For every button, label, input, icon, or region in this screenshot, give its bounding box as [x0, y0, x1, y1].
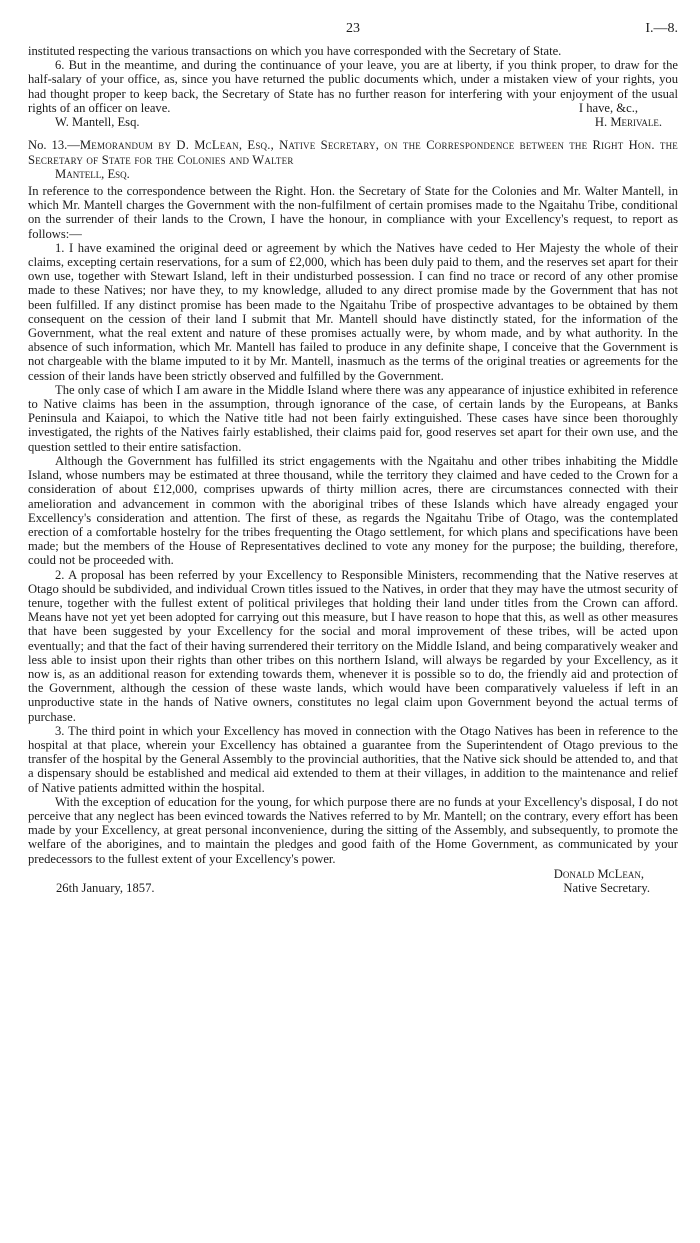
page-reference: I.—8. — [645, 21, 678, 36]
memo-title: Memorandum by D. McLean, Esq., Native Secretary, on the Correspondence between the Right Hon. the Secretary of State for the Colonies and Walter — [28, 138, 678, 167]
memo-heading — [28, 138, 678, 181]
paragraph-4: With the exception of education for the young, for which purpose there are no funds at your Excellency's disposal, I do not perceive that any neglect has been evinced towards the Natives referred to by Mr. Mantell; on the contrary, every effort has been made by your Excellency, at great personal inconvenience, during the sitting of the Assembly, and subsequently, to promote the welfare of the aborigines, and to maintain the pledges and good faith of the Home Government, as communicated by your predecessors to the fullest extent of your Excellency's power. — [28, 794, 678, 866]
paragraph-continued: instituted respecting the various transactions on which you have corresponded with the Secretary of State. — [28, 44, 562, 58]
letter-closing: I have, &c., — [578, 101, 638, 116]
memo-number: No. 13.— — [28, 138, 80, 153]
page-number: 23 — [346, 21, 360, 36]
paragraph-1c: Although the Government has fulfilled its strict engagements with the Ngaitahu and other tribes inhabiting the Middle Island, whose numbers may be estimated at three thousand, while the territory they claimed and have ceded to the Crown for a consideration of about £12,000, comprises upwards of thirty million acres, there are circumstances connected with their amelioration and advancement in common with the aboriginal tribes of these Islands which have already engaged your Excellency's consideration and attention. The first of these, as regards the Ngaitahu Tribe of Otago, was the contemplated erection of a comfortable hostelry for the tribes frequenting the Otago settlement, for which plans and specifications have been made; but the members of the House of Representatives declined to vote any money for the purpose; the building, therefore, could not be proceeded with. — [28, 453, 678, 568]
signature-block — [28, 867, 678, 897]
signature-name: Donald McLean, — [553, 866, 644, 881]
paragraph-1b: The only case of which I am aware in the Middle Island where there was any appearance of injustice exhibited in reference to Native claims has been in the assumption, through ignorance of the case, of certain lands by the Europeans, at Banks Peninsula and Kaiapoi, to which the Native title had not been fairly extinguished. These cases have since been thoroughly investigated, the rights of the Natives fairly established, their claims paid for, good reserves set apart for their own use, and the question settled to their entire satisfaction. — [28, 382, 678, 454]
letter-signatory: H. Merivale. — [594, 115, 662, 130]
page-header — [28, 22, 678, 44]
paragraph-1: 1. I have examined the original deed or agreement by which the Natives have ceded to Her Majesty the whole of their claims, excepting certain reservations, for a sum of £2,000, which has been duly paid to them, and the reserves set apart for their own use, together with Stewart Island, left in their undisturbed possession. I can find no trace or record of any other promise made to these Natives; nor have they, to my knowledge, alluded to any direct promise made by the Government that has not been fulfilled. If any distinct promise has been made to the Ngaitahu Tribe of prospective advantages to be obtained by them consequent on the cession of their land I submit that Mr. Mantell should have distinctly stated, for the information of the Government, what the real extent and nature of these promises actually were, by whom made, and by what authority. In the absence of such information, which Mr. Mantell has failed to produce in any definite shape, I conceive that the Government is not chargeable with the blame imputed to it by Mr. Mantell, inasmuch as the terms of the original treaties or agreements for the cession of their lands have been strictly observed and fulfilled by the Government. — [28, 240, 678, 383]
paragraph-2: 2. A proposal has been referred by your Excellency to Responsible Ministers, recommending that the Native reserves at Otago should be subdivided, and individual Crown titles issued to the Natives, in order that they may have the utmost security of tenure, together with the fullest extent of political privileges that holding their land under titles from the Crown can afford. Means have not yet yet been adopted for carrying out this measure, but I have reason to hope that this, as well as other measures that have been suggested by your Excellency for the social and moral improvement of these tribes, will be acted upon eventually; and that the fact of their having surrendered their territory on the Middle Island, and being comparatively weaker and less able to insist upon their rights than other tribes on this northern Island, will always be regarded by your Excellency, as it now is, as an additional reason for extending towards them, whenever it is possible so to do, the friendly aid and protection of the Government, although the cession of these waste lands, which would have been comparatively valueless if left in an unproductive state in the hands of Native owners, constitutes no legal claim upon Government beyond the actual terms of purchase. — [28, 567, 678, 724]
letter-addressee: W. Mantell, Esq. — [55, 115, 140, 130]
signature-date: 26th January, 1857. — [56, 880, 155, 895]
memo-intro: In reference to the correspondence between the Right. Hon. the Secretary of State for the Colonies and Mr. Walter Mantell, in which Mr. Mantell charges the Government with the non-fulfilment of certain promises made to the Ngaitahu Tribe, conditional on the surrender of their lands to the Crown, I have the honour, in compliance with your Excellency's request, to report as follows:— — [28, 184, 678, 241]
memo-title-continued: Mantell, Esq. — [55, 166, 130, 181]
signature-title: Native Secretary. — [563, 880, 650, 895]
paragraph-6: 6. But in the meantime, and during the continuance of your leave, you are at liberty, if you think proper, to draw for the half-salary of your office, as, since you have returned the public documents which, under a mistaken view of your rights, you had thought proper to keep back, the Secretary of State has no further reason for interfering with your enjoyment of the usual rights of an officer on leave. — [28, 58, 678, 115]
paragraph-3: 3. The third point in which your Excellency has moved in connection with the Otago Natives has been in reference to the hospital at that place, wherein your Excellency has obtained a guarantee from the Superintendent of Otago previous to the transfer of the hospital by the General Assembly to the provincial authorities, that the Native sick should be attended to, and that a dispensary should be established and medical aid extended to them at their villages, in addition to the maintenance and relief of Native patients admitted within the hospital. — [28, 723, 678, 795]
